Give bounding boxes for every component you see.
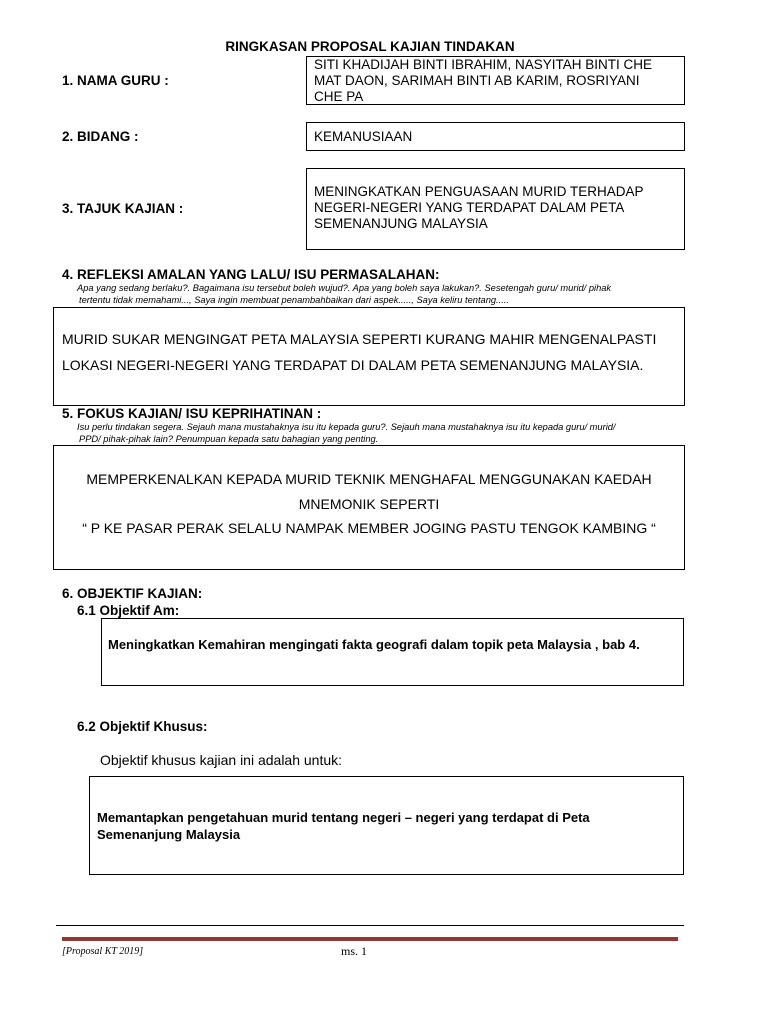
- bidang-label: 2. BIDANG :: [62, 129, 139, 144]
- objektif-am-box: [101, 618, 684, 686]
- nama-guru-line-1: SITI KHADIJAH BINTI IBRAHIM, NASYITAH BINTI CHE: [314, 57, 653, 72]
- objektif-heading: 6. OBJEKTIF KAJIAN:: [62, 586, 203, 601]
- fokus-heading: 5. FOKUS KAJIAN/ ISU KEPRIHATINAN :: [62, 406, 322, 421]
- footer-left-text: [Proposal KT 2019]: [62, 946, 144, 957]
- nama-guru-box: [306, 56, 685, 105]
- tajuk-box: [306, 168, 685, 250]
- objektif-am-text: Meningkatkan Kemahiran mengingati fakta geografi dalam topik peta Malaysia , bab 4.: [108, 637, 640, 652]
- footer-rule-thick: [62, 937, 678, 941]
- objektif-am-label: 6.1 Objektif Am:: [77, 603, 180, 618]
- nama-guru-line-3: CHE PA: [314, 89, 364, 104]
- fokus-line-1: MEMPERKENALKAN KEPADA MURID TEKNIK MENGHAFAL MENGGUNAKAN KAEDAH: [86, 471, 652, 487]
- objektif-khusus-label: 6.2 Objektif Khusus:: [77, 719, 208, 734]
- fokus-hint-2: PPD/ pihak-pihak lain? Penumpuan kepada satu bahagian yang penting.: [79, 434, 379, 444]
- refleksi-box: [53, 307, 685, 406]
- objektif-khusus-box: [89, 776, 684, 875]
- footer-rule-thin: [56, 925, 684, 926]
- refleksi-line-2: LOKASI NEGERI-NEGERI YANG TERDAPAT DI DALAM PETA SEMENANJUNG MALAYSIA.: [62, 357, 644, 373]
- fokus-hint-1: Isu perlu tindakan segera. Sejauh mana mustahaknya isu itu kepada guru?. Sejauh mana mustahaknya isu itu kepada guru/ murid/: [77, 422, 616, 432]
- refleksi-hint-2: tertentu tidak memahami..., Saya ingin membuat penambahbaikan dari aspek....., Saya keliru tentang.....: [79, 295, 509, 305]
- refleksi-line-1: MURID SUKAR MENGINGAT PETA MALAYSIA SEPERTI KURANG MAHIR MENGENALPASTI: [62, 331, 657, 347]
- fokus-line-3: “ P KE PASAR PERAK SELALU NAMPAK MEMBER JOGING PASTU TENGOK KAMBING “: [82, 520, 656, 536]
- objektif-khusus-line-1: Memantapkan pengetahuan murid tentang negeri – negeri yang terdapat di Peta: [97, 810, 590, 825]
- tajuk-line-2: NEGERI-NEGERI YANG TERDAPAT DALAM PETA: [314, 200, 625, 215]
- bidang-value: KEMANUSIAAN: [314, 129, 413, 144]
- nama-guru-label: 1. NAMA GURU :: [62, 73, 169, 88]
- objektif-khusus-intro: Objektif khusus kajian ini adalah untuk:: [100, 752, 343, 768]
- page-number: ms. 1: [341, 944, 368, 958]
- nama-guru-line-2: MAT DAON, SARIMAH BINTI AB KARIM, ROSRIYANI: [314, 73, 640, 88]
- tajuk-line-1: MENINGKATKAN PENGUASAAN MURID TERHADAP: [314, 184, 644, 199]
- tajuk-line-3: SEMENANJUNG MALAYSIA: [314, 216, 488, 231]
- fokus-box: [53, 445, 685, 570]
- bidang-box: [306, 122, 685, 151]
- refleksi-hint-1: Apa yang sedang berlaku?. Bagaimana isu tersebut boleh wujud?. Apa yang boleh saya lakukan?. Sesetengah guru/ murid/ pihak: [77, 283, 612, 293]
- tajuk-label: 3. TAJUK KAJIAN :: [62, 201, 184, 216]
- objektif-khusus-line-2: Semenanjung Malaysia: [97, 827, 241, 842]
- fokus-line-2: MNEMONIK SEPERTI: [298, 496, 440, 512]
- refleksi-heading: 4. REFLEKSI AMALAN YANG LALU/ ISU PERMASALAHAN:: [62, 267, 440, 282]
- page-title: RINGKASAN PROPOSAL KAJIAN TINDAKAN: [225, 39, 515, 54]
